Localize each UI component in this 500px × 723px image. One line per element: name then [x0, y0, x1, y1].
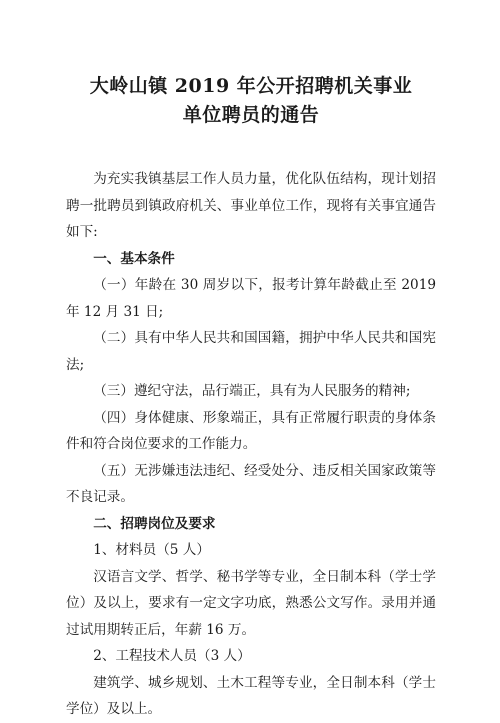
title-line-2: 单位聘员的通告 — [182, 104, 320, 126]
section-heading-positions: 二、招聘岗位及要求 — [93, 515, 216, 532]
position-1-desc: 汉语言文学、哲学、秘书学等专业，全日制本科（学士学位）及以上，要求有一定文字功底，熟悉公文写作。录用并通过试用期转正后，年薪 16 万。 — [66, 568, 436, 638]
condition-item-1: （一）年龄在 30 周岁以下，报考计算年龄截止至 2019 年 12 月 31 日; — [66, 277, 436, 320]
position-2-name: 2、工程技术人员（3 人） — [93, 648, 251, 664]
title-line-1: 大岭山镇 2019 年公开招聘机关事业 — [89, 75, 413, 97]
condition-item-5: （五）无涉嫌违法违纪、经受处分、违反相关国家政策等不良记录。 — [66, 462, 436, 505]
condition-item-4: （四）身体健康、形象端正，具有正常履行职责的身体条件和符合岗位要求的工作能力。 — [66, 409, 436, 452]
section-heading-basic-conditions: 一、基本条件 — [93, 250, 175, 267]
notice-title — [66, 72, 436, 130]
notice-body — [66, 166, 436, 723]
intro-paragraph: 为充实我镇基层工作人员力量，优化队伍结构，现计划招聘一批聘员到镇政府机关、事业单位工作，现将有关事宜通告如下: — [66, 171, 436, 240]
condition-item-3: （三）遵纪守法，品行端正，具有为人民服务的精神; — [93, 383, 411, 399]
position-1-name: 1、材料员（5 人） — [93, 542, 210, 558]
condition-item-2: （二）具有中华人民共和国国籍，拥护中华人民共和国宪法; — [66, 330, 436, 373]
position-2-desc: 建筑学、城乡规划、土木工程等专业，全日制本科（学士学位）及以上。 — [66, 674, 436, 717]
